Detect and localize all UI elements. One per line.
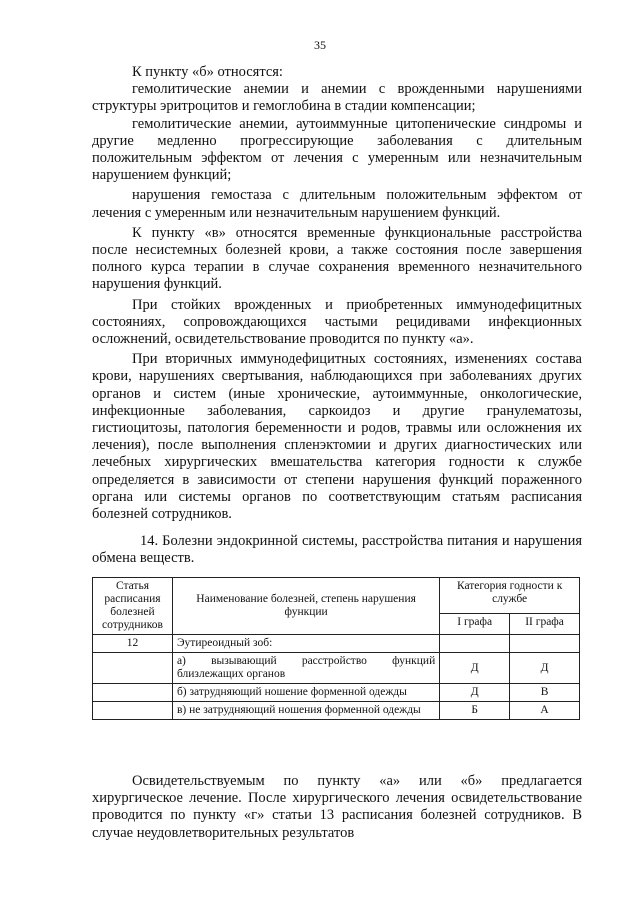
header-category: Категория годности к службе bbox=[440, 578, 580, 614]
empty-cell bbox=[93, 702, 173, 720]
document-body bbox=[92, 64, 582, 523]
table-row bbox=[93, 684, 580, 702]
paragraph-intro: К пункту «б» относятся: bbox=[132, 64, 283, 80]
empty-cell bbox=[440, 635, 510, 653]
paragraph-item-2: гемолитические анемии, аутоиммунные цитопенические синдромы и другие медленно прогрессирующие заболевания с длительным положительным эффектом от лечения с умеренным или незначительным нарушением функций; bbox=[92, 115, 582, 184]
paragraph-item-3: нарушения гемостаза с длительным положительным эффектом от лечения с умеренным или незначительным нарушением функций. bbox=[92, 187, 582, 221]
paragraph-point-v: К пункту «в» относятся временные функциональные расстройства после несистемных болезней крови, а также состояния после завершения полного курса терапии в случае сохранения временного незначительного нарушения функций. bbox=[92, 224, 582, 293]
row-a-col1: Д bbox=[440, 653, 510, 684]
paragraph-immunodeficiency: При стойких врожденных и приобретенных иммунодефицитных состояниях, сопровождающихся частыми рецидивами инфекционных осложнений, освидетельствование проводится по пункту «а». bbox=[92, 296, 582, 348]
paragraph-item-1: гемолитические анемии и анемии с врожденными нарушениями структуры эритроцитов и гемоглобина в стадии компенсации; bbox=[92, 81, 582, 115]
disease-title: Эутиреоидный зоб: bbox=[172, 635, 439, 653]
row-c-col1: Б bbox=[440, 702, 510, 720]
header-name: Наименование болезней, степень нарушения функции bbox=[172, 578, 439, 635]
empty-cell bbox=[510, 635, 580, 653]
empty-cell bbox=[93, 653, 173, 684]
row-c-col2: А bbox=[510, 702, 580, 720]
row-c-text: в) не затрудняющий ношения форменной одежды bbox=[176, 704, 421, 716]
header-article: Статья расписания болезней сотрудников bbox=[93, 578, 173, 635]
page-number: 35 bbox=[314, 38, 326, 52]
paragraph-bottom: Освидетельствуемым по пункту «а» или «б» предлагается хирургическое лечение. После хирургического лечения освидетельствование проводится по пункту «г» статьи 13 расписания болезней сотрудников. В случае неудовлетворительных результатов bbox=[92, 773, 582, 841]
table-row bbox=[93, 635, 580, 653]
paragraph-secondary: При вторичных иммунодефицитных состояниях, изменениях состава крови, нарушениях свертывания, наблюдающихся при заболеваниях других органов и систем (иные хронические, аутоиммунные, онкологические, инфекционные заболевания, саркоидоз и другие гранулематозы, гистиоцитозы, патология беременности и родов, травмы или осложнения их лечения), после выполнения спленэктомии и других диагностических или лечебных хирургических вмешательства категория годности к службе определяется в зависимости от степени нарушения функций пораженного органа или системы органов по соответствующим статьям расписания болезней сотрудников. bbox=[92, 351, 582, 523]
table-row bbox=[93, 702, 580, 720]
row-b-text: б) затрудняющий ношение форменной одежды bbox=[176, 686, 407, 698]
header-col1: I графа bbox=[440, 614, 510, 635]
article-number: 12 bbox=[93, 635, 173, 653]
row-a-col2: Д bbox=[510, 653, 580, 684]
row-b-col2: В bbox=[510, 684, 580, 702]
section-heading: 14. Болезни эндокринной системы, расстройства питания и нарушения обмена веществ. bbox=[92, 533, 582, 567]
disease-table bbox=[92, 577, 580, 720]
table-row bbox=[93, 653, 580, 684]
row-a-text: а) вызывающий расстройство функций близлежащих органов bbox=[176, 655, 436, 680]
empty-cell bbox=[93, 684, 173, 702]
row-b-col1: Д bbox=[440, 684, 510, 702]
header-col2: II графа bbox=[510, 614, 580, 635]
